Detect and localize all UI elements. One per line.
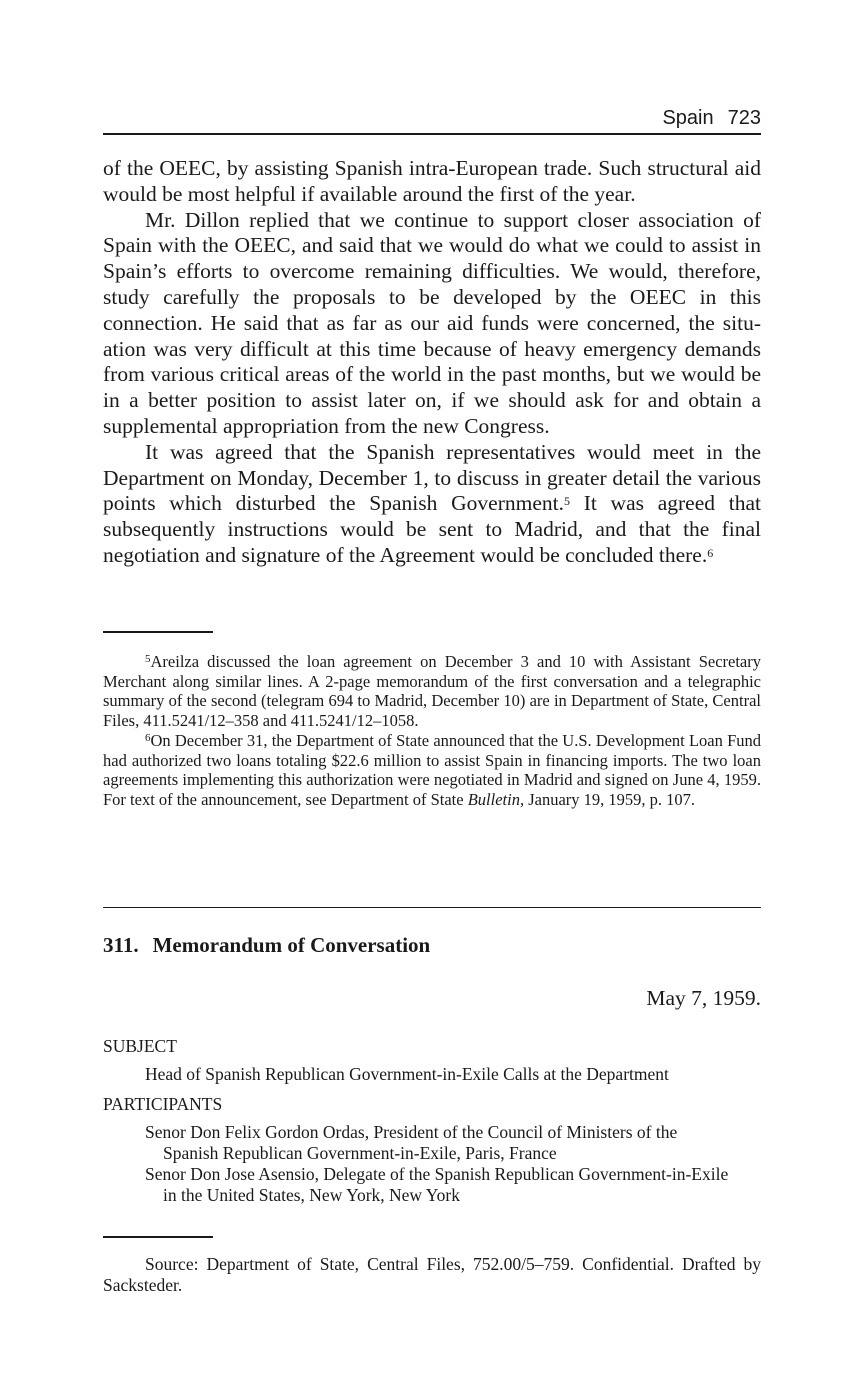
- footnote-ref[interactable]: 6: [707, 545, 714, 560]
- main-text: [103, 156, 761, 569]
- footnotes: [103, 652, 761, 810]
- source-note: [103, 1254, 761, 1296]
- paragraph: Mr. Dillon replied that we continue to support closer association of Spain with the OEEC, and said that we would do what we could to assist in Spain’s efforts to overcome remaining difficulties. We would, therefore, study carefully the proposals to be developed by the OEEC in this connection. He said that as far as our aid funds were concerned, the situation was very difficult at this time because of heavy emergency demands from various critical areas of the world in the past months, but we would be in a better position to assist later on, if we should ask for and obtain a supplemental appropriation from the new Congress.: [103, 207, 761, 438]
- paragraph: of the OEEC, by assisting Spanish intra-European trade. Such structural aid would be most helpful if available around the first of the year.: [103, 156, 761, 206]
- footnote: [103, 652, 761, 730]
- subject-text: Head of Spanish Republican Government-in-Exile Calls at the Department: [145, 1064, 669, 1084]
- source-rule: [103, 1236, 213, 1238]
- footnote-ref[interactable]: 5: [563, 494, 570, 509]
- footnote-italic: Bulletin,: [467, 789, 525, 809]
- participants-label: PARTICIPANTS: [103, 1094, 223, 1114]
- document-number: 311.: [103, 933, 139, 957]
- participant: Senor Don Jose Asensio, Delegate of the Spanish Republican Government-in-Exile in the United States, New York, New York: [145, 1164, 729, 1205]
- running-title: Spain: [662, 107, 714, 129]
- participant: Senor Don Felix Gordon Ordas, President of the Council of Ministers of the Spanish Republican Government-in-Exile, Paris, France: [145, 1122, 678, 1163]
- document-title: Memorandum of Conversation: [152, 933, 431, 957]
- footnote-text: On December 31, the Department of State announced that the U.S. Development Loan Fund had authorized two loans totaling $22.6 million to assist Spain in financing imports. The two loan agreements implementing this authorization were negotiated in Madrid and signed on June 4, 1959. For text of the announcement, see Department of State: [103, 731, 761, 809]
- paragraph-text: It was agreed that subsequently instructions would be sent to Madrid, and that the final negotiation and signature of the Agreement would be concluded there.: [103, 491, 761, 567]
- section-rule: [103, 907, 761, 908]
- document-heading: [103, 932, 430, 958]
- footnote-rule: [103, 631, 213, 633]
- paragraph: [103, 440, 761, 569]
- running-header: [103, 106, 761, 130]
- footnote-number: 6: [145, 732, 151, 744]
- paragraph-text: It was agreed that the Spanish representatives would meet in the Department on Monday, December 1, to discuss in greater detail the various points which disturbed the Spanish Government.: [103, 439, 761, 516]
- footnote: [103, 731, 761, 809]
- subject-label: SUBJECT: [103, 1036, 177, 1056]
- source-text: Source: Department of State, Central Files, 752.00/5–759. Confidential. Drafted by Sacksteder.: [103, 1254, 761, 1295]
- footnote-number: 5: [145, 653, 151, 665]
- document-date: May 7, 1959.: [646, 986, 761, 1010]
- header-rule: [103, 133, 761, 135]
- page-number: 723: [727, 107, 761, 129]
- footnote-text: January 19, 1959, p. 107.: [524, 789, 696, 809]
- footnote-text: Areilza discussed the loan agreement on December 3 and 10 with Assistant Secretary Merchant along similar lines. A 2-page memorandum of the first conversation and a telegraphic summary of the second (telegram 694 to Madrid, December 10) are in Department of State, Central Files, 411.5241/12–358 and 411.5241/12–1058.: [103, 652, 761, 730]
